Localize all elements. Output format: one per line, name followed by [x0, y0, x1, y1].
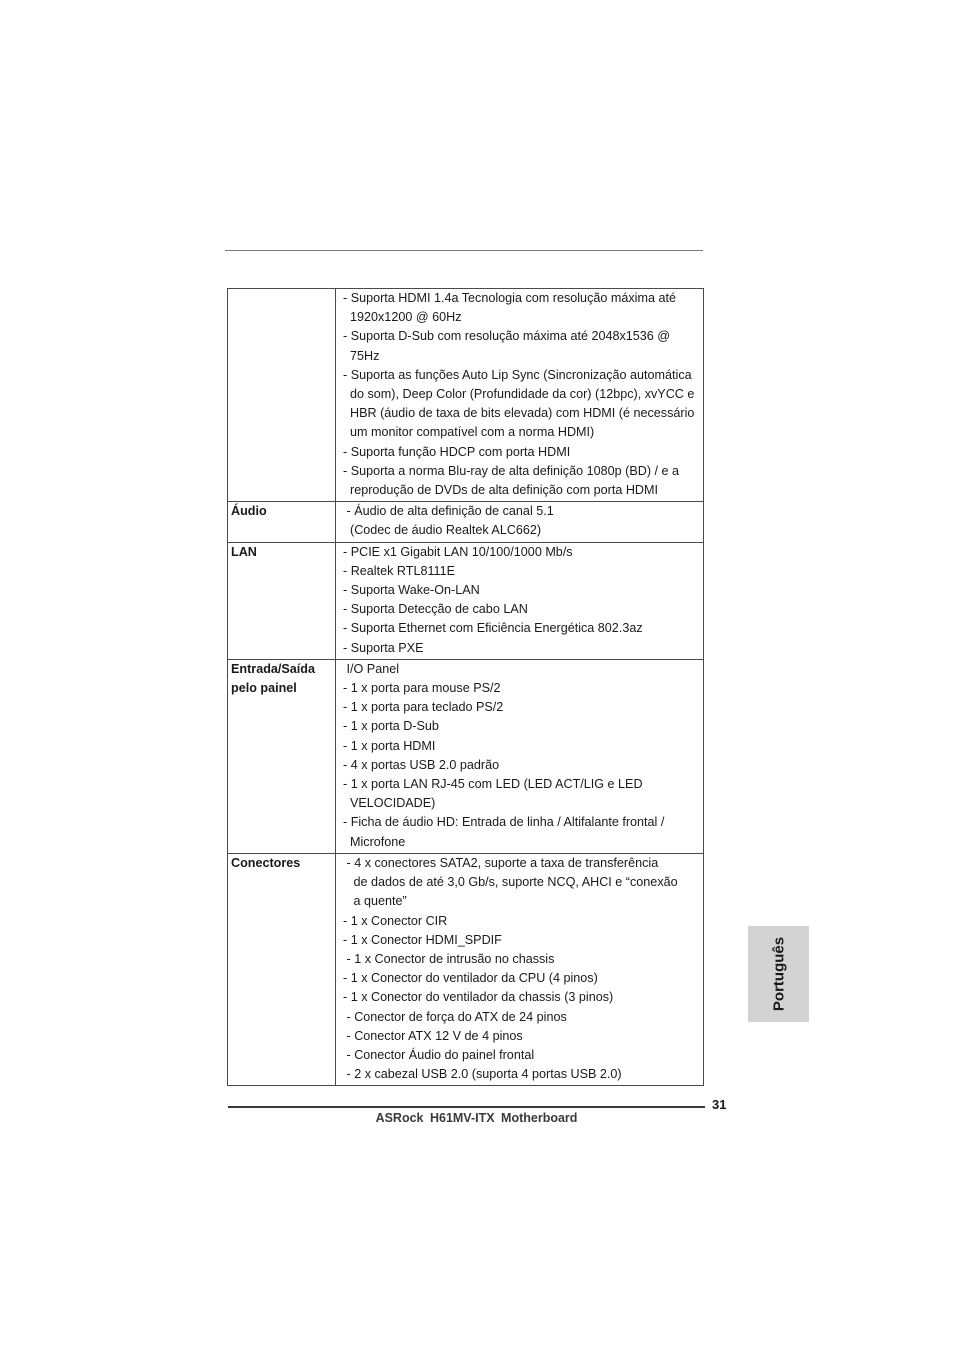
spec-line: 1920x1200 @ 60Hz [343, 310, 462, 325]
spec-line: - 1 x porta LAN RJ-45 com LED (LED ACT/LIG e LED [343, 777, 643, 792]
spec-label: pelo painel [231, 681, 297, 696]
spec-label-cell [228, 289, 336, 502]
spec-line: - 1 x porta HDMI [343, 738, 436, 753]
spec-line: de dados de até 3,0 Gb/s, suporte NCQ, AHCI e “conexão [343, 875, 678, 890]
spec-line: 75Hz [343, 348, 380, 363]
spec-line: - Ficha de áudio HD: Entrada de linha / Altifalante frontal / [343, 815, 665, 830]
footer-title: ASRock H61MV-ITX Motherboard [375, 1111, 578, 1125]
spec-table-body [228, 289, 704, 1086]
spec-line: - Suporta as funções Auto Lip Sync (Sincronização automática [343, 367, 692, 382]
footer-rule [228, 1106, 705, 1108]
spec-value-cell [336, 502, 704, 542]
spec-line: reprodução de DVDs de alta definição com porta HDMI [343, 483, 658, 498]
spec-line: um monitor compatível com a norma HDMI) [343, 425, 595, 440]
spec-line: do som), Deep Color (Profundidade da cor) (12bpc), xvYCC e [343, 387, 695, 402]
spec-label: Conectores [231, 855, 301, 870]
spec-value-cell [336, 289, 704, 502]
spec-line: Microfone [343, 834, 406, 849]
spec-line: - Suporta Ethernet com Eficiência Energética 802.3az [343, 621, 643, 636]
spec-label-cell [228, 502, 336, 542]
spec-value-cell [336, 659, 704, 853]
spec-line: a quente” [343, 894, 407, 909]
spec-line: - 1 x porta D-Sub [343, 719, 439, 734]
language-tab [748, 926, 809, 1022]
spec-line: HBR (áudio de taxa de bits elevada) com HDMI (é necessário [343, 406, 695, 421]
spec-line: - 1 x Conector CIR [343, 913, 448, 928]
spec-row [228, 542, 704, 659]
spec-line: - 4 x portas USB 2.0 padrão [343, 757, 500, 772]
spec-line: I/O Panel [343, 661, 400, 676]
spec-line: - Conector Áudio do painel frontal [343, 1047, 535, 1062]
spec-label: Áudio [231, 504, 267, 519]
spec-line: - Suporta a norma Blu-ray de alta definição 1080p (BD) / e a [343, 463, 680, 478]
spec-value-cell [336, 542, 704, 659]
spec-line: - 1 x Conector do ventilador da CPU (4 pinos) [343, 971, 598, 986]
spec-line: - Suporta HDMI 1.4a Tecnologia com resolução máxima até [343, 291, 676, 305]
spec-line: - 1 x porta para mouse PS/2 [343, 681, 501, 696]
spec-line: - PCIE x1 Gigabit LAN 10/100/1000 Mb/s [343, 544, 573, 559]
spec-line: - 1 x porta para teclado PS/2 [343, 700, 504, 715]
spec-line: - Suporta PXE [343, 640, 424, 655]
page-number: 31 [712, 1097, 727, 1112]
spec-line: - Conector ATX 12 V de 4 pinos [343, 1028, 523, 1043]
spec-label-cell [228, 659, 336, 853]
spec-line: - 4 x conectores SATA2, suporte a taxa de transferência [343, 855, 659, 870]
spec-row [228, 289, 704, 502]
spec-line: - 1 x Conector HDMI_SPDIF [343, 932, 502, 947]
spec-table [227, 288, 704, 1086]
spec-row [228, 502, 704, 542]
spec-line: - Suporta D-Sub com resolução máxima até 2048x1536 @ [343, 329, 671, 344]
spec-label-cell [228, 853, 336, 1085]
language-tab-label: Português [770, 936, 787, 1012]
spec-label: LAN [231, 544, 257, 559]
spec-value-cell [336, 853, 704, 1085]
spec-line: - 1 x Conector de intrusão no chassis [343, 951, 555, 966]
spec-row [228, 853, 704, 1085]
spec-line: (Codec de áudio Realtek ALC662) [343, 523, 542, 538]
header-rule [225, 250, 703, 251]
spec-label-cell [228, 542, 336, 659]
spec-line: - Suporta Wake-On-LAN [343, 583, 480, 598]
spec-row [228, 659, 704, 853]
spec-line: - Conector de força do ATX de 24 pinos [343, 1009, 567, 1024]
spec-line: - Realtek RTL8111E [343, 563, 456, 578]
spec-line: VELOCIDADE) [343, 796, 436, 811]
spec-label: Entrada/Saída [231, 661, 315, 676]
spec-line: - Suporta função HDCP com porta HDMI [343, 444, 571, 459]
spec-line: - Áudio de alta definição de canal 5.1 [343, 504, 554, 519]
spec-line: - 1 x Conector do ventilador da chassis (3 pinos) [343, 990, 614, 1005]
spec-line: - Suporta Detecção de cabo LAN [343, 602, 528, 617]
spec-line: - 2 x cabezal USB 2.0 (suporta 4 portas USB 2.0) [343, 1067, 622, 1082]
